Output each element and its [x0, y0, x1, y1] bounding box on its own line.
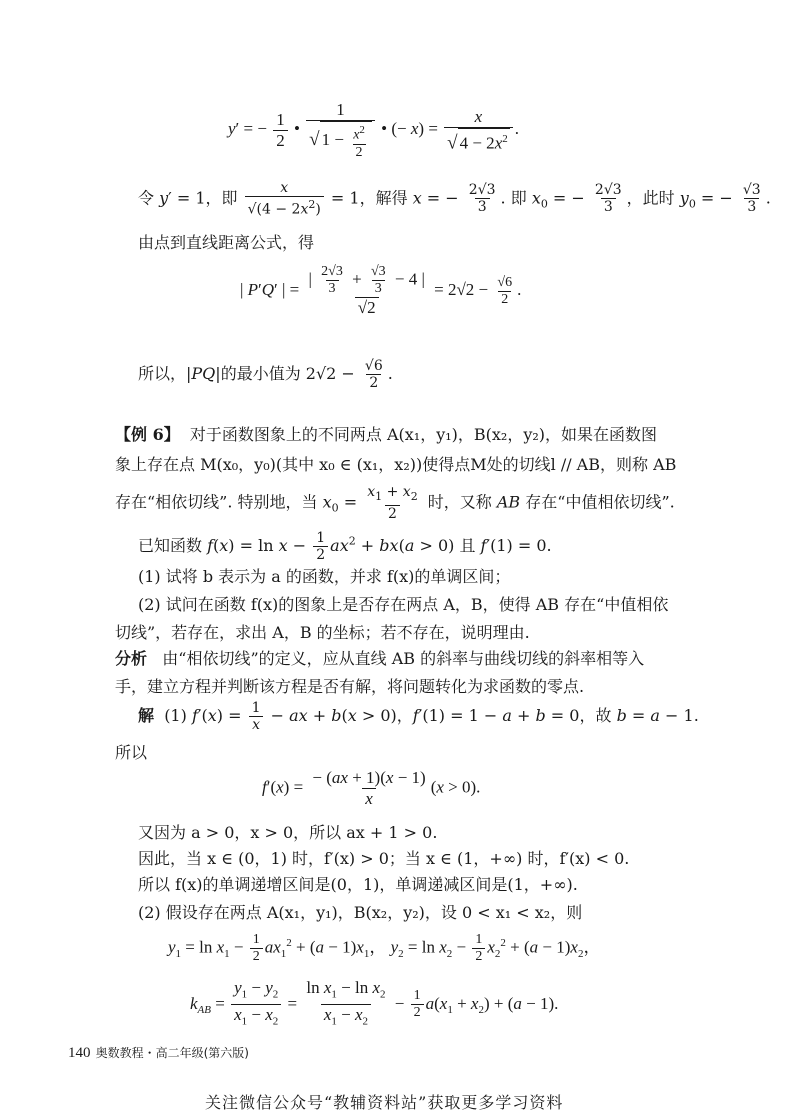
page-number: 140 [68, 1045, 91, 1061]
equation-y1-y2: $y_1 = \ln x_1$ − $\frac{1}{2}$ $ax_1^2 + (a - 1)x_1$， $y_2 = \ln x_2$ − $\frac{1}{2}$ $x_2^2 + (a - 1)x_2$， [168, 932, 601, 964]
given-function: 已知函数 f(x) = ln x − $\frac{1}{2}$ $ax^2 + bx(a > 0)$ 且 f′(1) = 0. [138, 530, 552, 563]
question-2-line-1: (2) 试问在函数 f(x)的图象上是否存在两点 A，B，使得 AB 存在“中值相依 [138, 595, 669, 614]
example-6-line-3: 存在“相依切线”. 特别地，当 $x_0$ = $\frac{x_1 + x_2}{2}$ 时，又称 AB 存在“中值相依切线”. [115, 484, 675, 522]
text-mono-line: 所以 f(x)的单调递增区间是(0，1)，单调递减区间是(1，+∞). [138, 875, 578, 894]
example-6-line-1: 【例 6】 对于函数图象上的不同两点 A(x₁，y₁)，B(x₂，y₂)，如果在函数图 [115, 425, 658, 444]
text-ling-line: 令 y′ = 1，即 $\frac{x}{√(4 - 2x^2)}$ = 1，解得 x = − $\frac{2√3}{3}$ . 即 $x_0$ = − $\frac{2√3}{3}$ ，此时 $y_0$ = − $\frac{√3}{3}$ . [138, 180, 771, 218]
analysis-label: 分析 [115, 649, 148, 668]
text-suoyi: 所以 [115, 743, 148, 762]
question-2-line-2: 切线”，若存在，求出 A，B 的坐标；若不存在，说明理由. [115, 623, 530, 642]
text-yinci-line: 因此，当 x ∈ (0，1) 时，f′(x) > 0；当 x ∈ (1，+∞) 时，f′(x) < 0. [138, 849, 630, 868]
watermark-text: 关注微信公众号“教辅资料站”获取更多学习资料 [205, 1093, 564, 1112]
example-tag: 【例 6】 [115, 425, 180, 444]
footer [68, 1042, 249, 1062]
book-title: 奥数教程・高二年级(第六版) [95, 1046, 249, 1060]
solution-label: 解 [138, 706, 155, 725]
text-min-line: 所以，|PQ|的最小值为 2√2 − $\frac{√6}{2}$ . [138, 358, 393, 391]
analysis-line-2: 手，建立方程并判断该方程是否有解，将问题转化为求函数的零点. [115, 677, 585, 696]
solution-line-1: 解 (1) f′(x) = $\frac{1}{x}$ − ax + b(x > 0)，f′(1) = 1 − a + b = 0，故 b = a − 1. [138, 700, 699, 733]
analysis-line-1: 分析 由“相依切线”的定义，应从直线 AB 的斜率与曲线切线的斜率相等入 [115, 649, 645, 668]
equation-y-prime: y′ = − $\frac{1}{2}$ • 1 √ 1 − $\frac{x^2}{2}$ • (− x) = $\frac{x}{√ 4 - 2x^2}$ . [228, 100, 519, 160]
equation-k-ab: $k_{AB}$ = $\frac{y_1 - y_2}{x_1 - x_2}$ = $\frac{\ln x_1 - \ln x_2}{x_1 - x_2}$ − $\frac{1}{2}$ $a(x_1 + x_2) + (a - 1)$. [190, 978, 558, 1032]
equation-f-prime: f′(x) = $\frac{- (ax + 1)(x - 1)}{x}$ (x > 0). [262, 768, 481, 808]
equation-pq: | P′Q′ | = | $\frac{2√3}{3}$ + $\frac{√3}{3}$ − 4 | √2 = 2√2 − $\frac{√6}{2}$ . [240, 264, 522, 317]
question-1: (1) 试将 b 表示为 a 的函数，并求 f(x)的单调区间； [138, 567, 511, 586]
text-distance-line: 由点到直线距离公式，得 [138, 233, 315, 252]
text-assume-line: (2) 假设存在两点 A(x₁，y₁)，B(x₂，y₂)，设 0 < x₁ < x₂，则 [138, 903, 583, 922]
example-6-line-2: 象上存在点 M(x₀，y₀)(其中 x₀ ∈ (x₁，x₂))使得点M处的切线l // AB，则称 AB [115, 455, 677, 474]
text-you-line: 又因为 a > 0，x > 0，所以 ax + 1 > 0. [138, 823, 438, 842]
